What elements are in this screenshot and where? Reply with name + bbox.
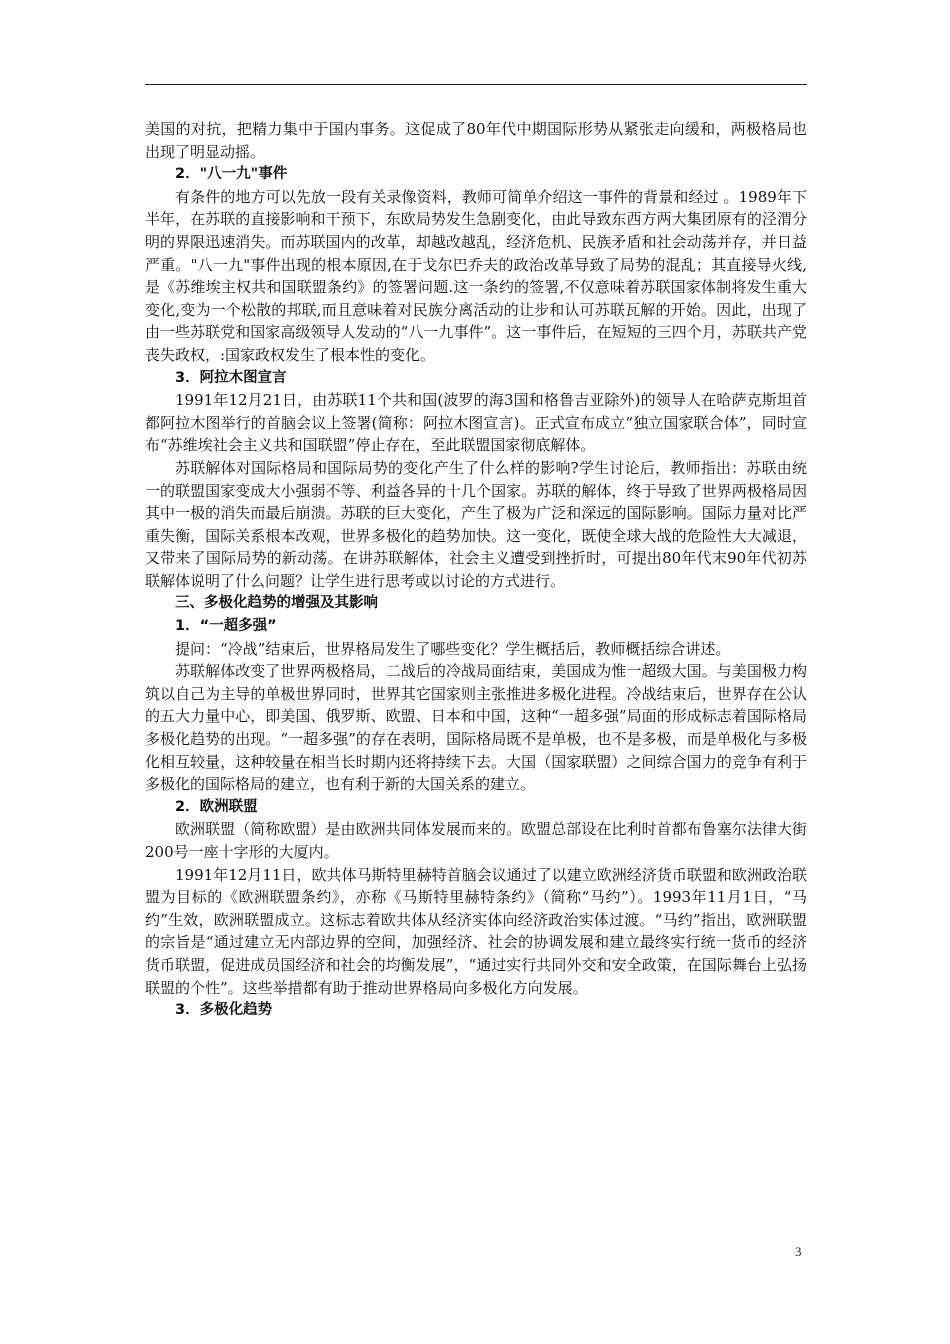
section-heading: 3．阿拉木图宣言 [175, 369, 287, 386]
section-heading: 三、多极化趋势的增强及其影响 [175, 595, 378, 612]
paragraph: 苏联解体对国际格局和国际局势的变化产生了什么样的影响?学生讨论后，教师指出：苏联由统一的联盟国家变成大小强弱不等、利益各异的十几个国家。苏联的解体，终于导致了世界两极格局因其中一极的消失而最后崩溃。苏联的巨大变化，产生了极为广泛和深远的国际影响。国际力量对比严重失衡，国际关系根本改观，世界多极化的趋势加快。这一变化，既使全球大战的危险性大大减退，又带来了国际局势的新动荡。在讲苏联解体，社会主义遭受到挫折时，可提出80年代末90年代初苏联解体说明了什么问题？让学生进行思考或以讨论的方式进行。 [145, 458, 807, 590]
paragraph: 1991年12月21日，由苏联11个共和国(波罗的海3国和格鲁吉亚除外)的领导人在哈萨克斯坦首都阿拉木图举行的首脑会议上签署(简称：阿拉木图宣言)。正式宣布成立“独立国家联合体”，同时宣布“苏维埃社会主义共和国联盟”停止存在，至此联盟国家彻底解体。 [145, 391, 807, 455]
document-body [145, 118, 807, 1022]
header-rule [145, 84, 807, 85]
paragraph: 欧洲联盟（简称欧盟）是由欧洲共同体发展而来的。欧盟总部设在比利时首都布鲁塞尔法律大街200号一座十字形的大厦内。 [145, 820, 807, 861]
paragraph: 1991年12月11日，欧共体马斯特里赫特首脑会议通过了以建立欧洲经济货币联盟和欧洲政治联盟为目标的《欧洲联盟条约》，亦称《马斯特里赫特条约》（简称“马约”）。1993年11月1日，“马约”生效，欧洲联盟成立。这标志着欧共体从经济实体向经济政治实体过渡。“马约”指出，欧洲联盟的宗旨是“通过建立无内部边界的空间，加强经济、社会的协调发展和建立最终实行统一货币的经济货币联盟，促进成员国经济和社会的均衡发展”，“通过实行共同外交和安全政策，在国际舞台上弘扬联盟的个性”。这些举措都有助于推动世界格局向多极化方向发展。 [145, 865, 807, 997]
section-heading: 3．多极化趋势 [175, 1002, 273, 1019]
section-heading: 2．"八一九"事件 [175, 166, 288, 183]
section-heading: 1．“一超多强” [175, 618, 277, 635]
paragraph: 苏联解体改变了世界两极格局，二战后的冷战局面结束，美国成为惟一超级大国。与美国极力构筑以自己为主导的单极世界同时，世界其它国家则主张推进多极化进程。冷战结束后，世界存在公认的五大力量中心，即美国、俄罗斯、欧盟、日本和中国，这种“一超多强”局面的形成标志着国际格局多极化趋势的出现。“一超多强”的存在表明，国际格局既不是单极，也不是多极，而是单极化与多极化相互较量，这种较量在相当长时期内还将持续下去。大国（国家联盟）之间综合国力的竞争有利于多极化的国际格局的建立，也有利于新的大国关系的建立。 [145, 662, 807, 794]
paragraph: 提问：“冷战”结束后，世界格局发生了哪些变化？学生概括后，教师概括综合讲述。 [175, 639, 731, 658]
page-number: 3 [795, 1244, 802, 1259]
paragraph: 美国的对抗，把精力集中于国内事务。这促成了80年代中期国际形势从紧张走向缓和，两极格局也出现了明显动摇。 [145, 120, 807, 161]
paragraph: 有条件的地方可以先放一段有关录像资料，教师可简单介绍这一事件的背景和经过 。1989年下半年，在苏联的直接影响和干预下，东欧局势发生急剧变化，由此导致东西方两大集团原有的泾渭分明的界限迅速消失。而苏联国内的改革，却越改越乱，经济危机、民族矛盾和社会动荡并存，并日益严重。"八一九"事件出现的根本原因,在于戈尔巴乔夫的政治改革导致了局势的混乱；其直接导火线,是《苏维埃主权共和国联盟条约》的签署问题.这一条约的签署,不仅意味着苏联国家体制将发生重大变化,变为一个松散的邦联,而且意味着对民族分离活动的让步和认可苏联瓦解的开始。因此，出现了由一些苏联党和国家高级领导人发动的“八一九事件”。这一事件后，在短短的三四个月，苏联共产党丧失政权，:国家政权发生了根本性的变化。 [145, 187, 807, 364]
section-heading: 2．欧洲联盟 [175, 798, 258, 815]
